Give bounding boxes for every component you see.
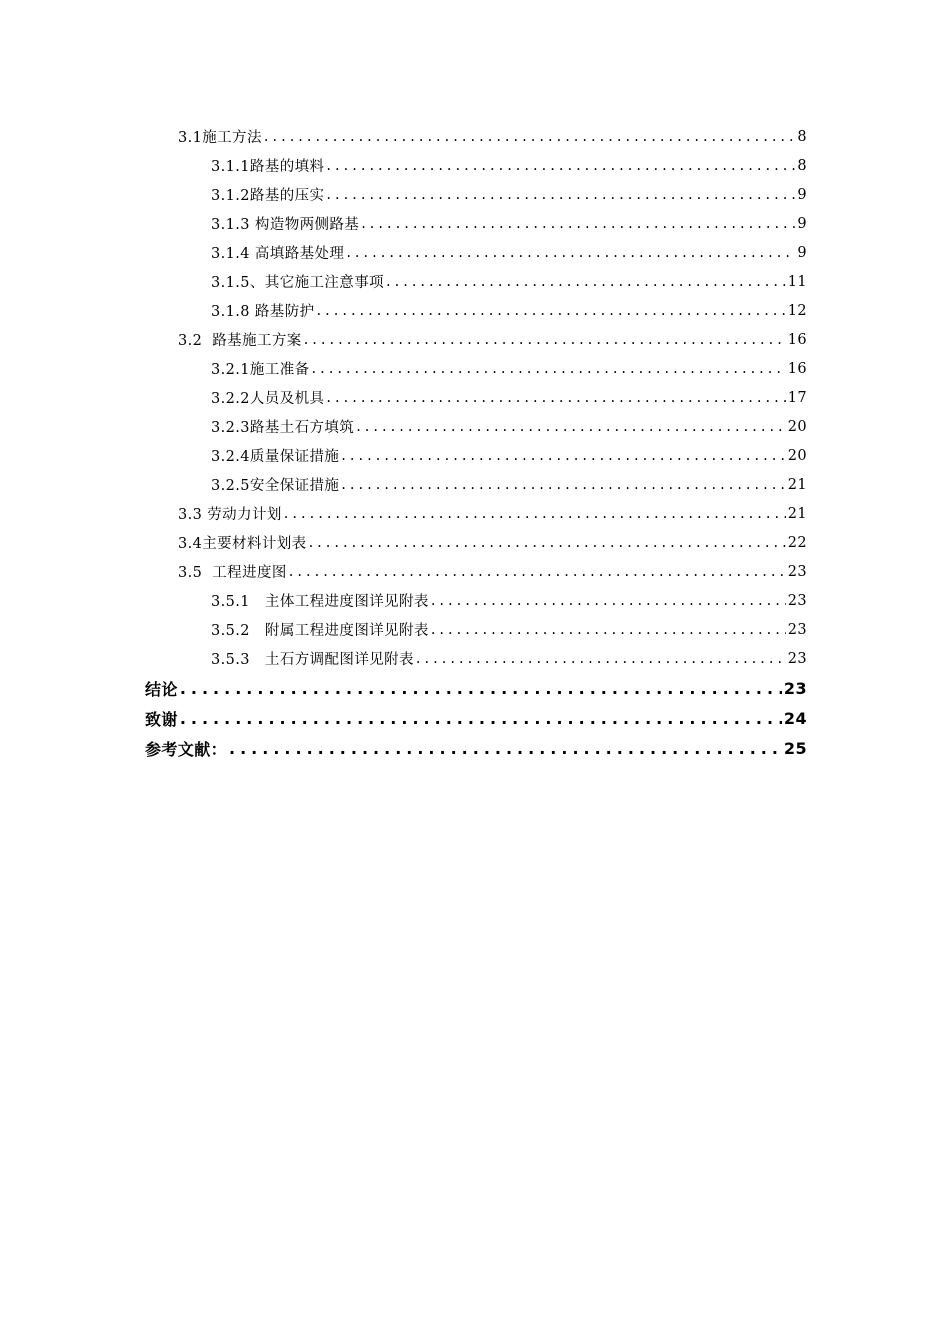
toc-entry-title: 3.2 路基施工方案 [178, 333, 302, 349]
toc-entry-title: 3.1施工方法 [178, 130, 262, 146]
toc-dot-leader [289, 564, 786, 580]
toc-dot-leader [431, 593, 786, 609]
toc-entry[interactable] [211, 180, 807, 209]
toc-entry-title: 结论 [145, 679, 178, 699]
toc-entry-page: 23 [787, 563, 807, 580]
toc-dot-leader [416, 651, 786, 667]
toc-entry-title: 3.4主要材料计划表 [178, 536, 307, 552]
toc-entry-page: 9 [797, 244, 807, 261]
toc-dot-leader [356, 419, 786, 435]
toc-entry-page: 11 [787, 273, 807, 290]
toc-entry-page: 23 [787, 650, 807, 667]
toc-entry[interactable] [145, 703, 807, 733]
toc-entry-page: 9 [797, 186, 807, 203]
toc-entry-title: 致谢 [145, 709, 178, 729]
toc-entry-title: 3.2.2人员及机具 [211, 391, 325, 407]
toc-dot-leader [284, 506, 786, 522]
toc-entry-title: 3.1.4 高填路基处理 [211, 246, 345, 262]
toc-entry-page: 20 [787, 447, 807, 464]
toc-entry[interactable] [211, 209, 807, 238]
toc-entry[interactable] [145, 733, 807, 763]
toc-entry-page: 8 [797, 157, 807, 174]
toc-entry[interactable] [178, 499, 807, 528]
table-of-contents [0, 122, 950, 763]
toc-entry-page: 23 [787, 592, 807, 609]
toc-entry-title: 参考文献： [145, 739, 228, 759]
toc-entry-title: 3.1.2路基的压实 [211, 188, 325, 204]
toc-dot-leader [326, 187, 795, 203]
toc-entry[interactable] [211, 470, 807, 499]
toc-entry-title: 3.5 工程进度图 [178, 565, 287, 581]
toc-dot-leader [264, 129, 795, 145]
toc-entry-page: 16 [787, 360, 807, 377]
toc-entry-page: 9 [797, 215, 807, 232]
toc-entry-title: 3.2.5安全保证措施 [211, 478, 340, 494]
toc-entry[interactable] [211, 383, 807, 412]
toc-entry[interactable] [211, 296, 807, 325]
toc-entry-title: 3.5.1 主体工程进度图详见附表 [211, 594, 429, 610]
toc-entry-page: 25 [783, 738, 807, 758]
toc-dot-leader [309, 535, 786, 551]
toc-entry[interactable] [145, 673, 807, 703]
toc-entry[interactable] [211, 267, 807, 296]
toc-entry-title: 3.5.2 附属工程进度图详见附表 [211, 623, 429, 639]
toc-entry-title: 3.1.3 构造物两侧路基 [211, 217, 360, 233]
toc-entry-page: 16 [787, 331, 807, 348]
toc-entry-page: 12 [787, 302, 807, 319]
toc-dot-leader [312, 361, 786, 377]
toc-dot-leader [180, 679, 782, 698]
toc-entry-title: 3.3 劳动力计划 [178, 507, 282, 523]
toc-entry[interactable] [178, 557, 807, 586]
toc-entry[interactable] [178, 528, 807, 557]
toc-entry[interactable] [211, 238, 807, 267]
toc-entry-title: 3.1.1路基的填料 [211, 159, 325, 175]
toc-dot-leader [341, 448, 785, 464]
toc-entry-page: 23 [783, 678, 807, 698]
toc-dot-leader [326, 158, 795, 174]
toc-entry[interactable] [211, 586, 807, 615]
toc-entry-page: 20 [787, 418, 807, 435]
toc-dot-leader [180, 709, 782, 728]
toc-entry[interactable] [211, 441, 807, 470]
toc-entry-title: 3.1.8 路基防护 [211, 304, 315, 320]
toc-entry-page: 22 [787, 534, 807, 551]
toc-entry-title: 3.2.1施工准备 [211, 362, 310, 378]
toc-entry-page: 24 [783, 708, 807, 728]
toc-entry[interactable] [211, 151, 807, 180]
toc-entry-title: 3.2.4质量保证措施 [211, 449, 340, 465]
toc-entry-page: 8 [797, 128, 807, 145]
toc-entry[interactable] [211, 644, 807, 673]
toc-entry[interactable] [211, 615, 807, 644]
toc-entry-page: 17 [787, 389, 807, 406]
toc-dot-leader [431, 622, 786, 638]
toc-dot-leader [229, 739, 782, 758]
toc-entry[interactable] [211, 412, 807, 441]
toc-entry[interactable] [211, 354, 807, 383]
toc-dot-leader [346, 245, 795, 261]
toc-dot-leader [341, 477, 785, 493]
toc-entry-title: 3.1.5、其它施工注意事项 [211, 275, 384, 291]
toc-entry-page: 23 [787, 621, 807, 638]
toc-entry[interactable] [178, 325, 807, 354]
toc-entry-page: 21 [787, 505, 807, 522]
toc-entry-page: 21 [787, 476, 807, 493]
toc-entry-title: 3.5.3 土石方调配图详见附表 [211, 652, 414, 668]
toc-dot-leader [326, 390, 785, 406]
toc-entry-title: 3.2.3路基土石方填筑 [211, 420, 355, 436]
toc-dot-leader [304, 332, 786, 348]
toc-dot-leader [317, 303, 786, 319]
toc-dot-leader [361, 216, 795, 232]
toc-dot-leader [386, 274, 786, 290]
toc-entry[interactable] [178, 122, 807, 151]
